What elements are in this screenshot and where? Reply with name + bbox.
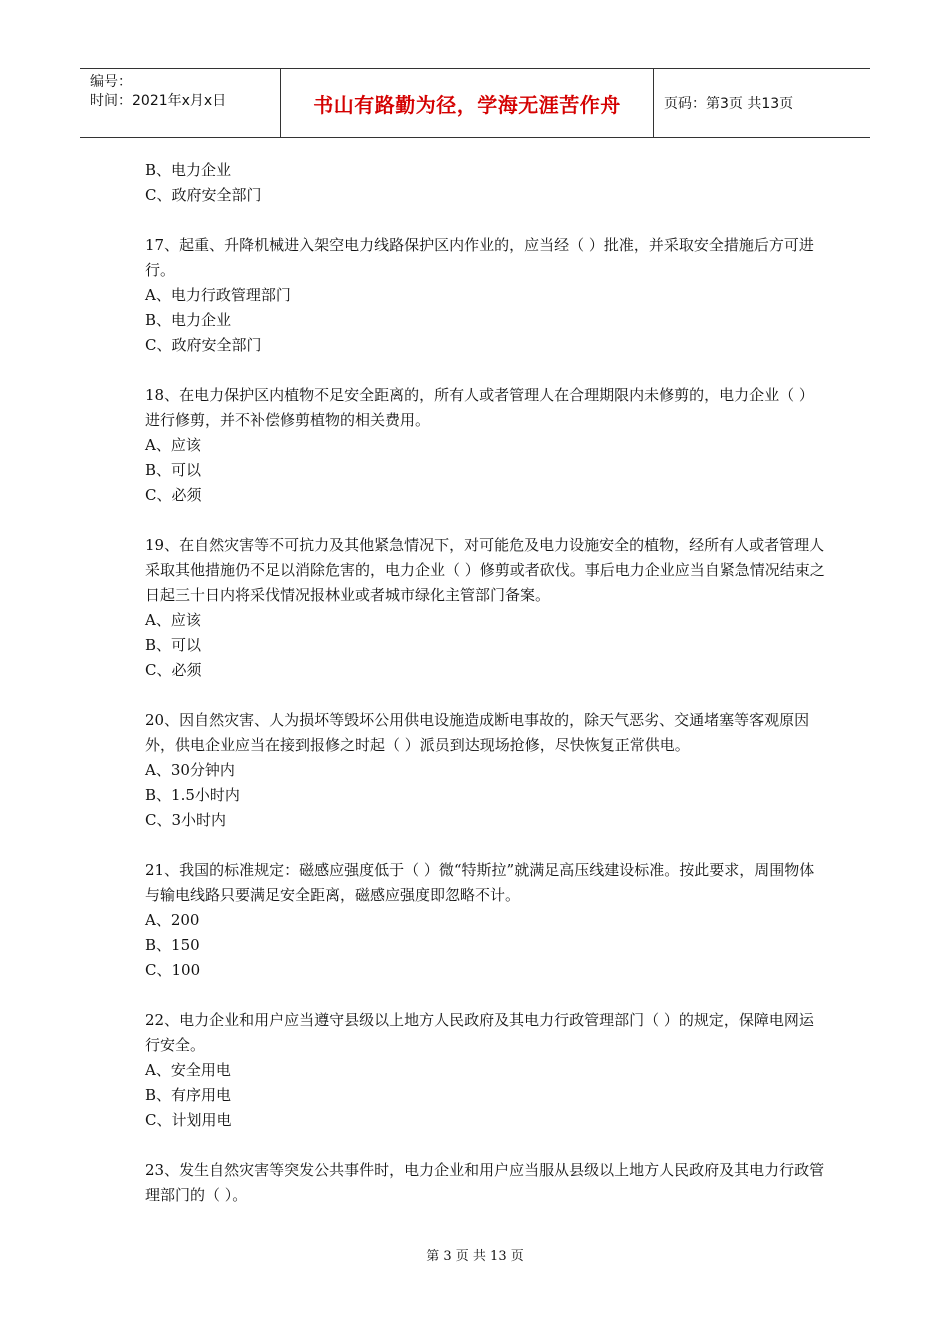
question-text: 20、因自然灾害、人为损坏等毁坏公用供电设施造成断电事故的，除天气恶劣、交通堵塞等客观原因外，供电企业应当在接到报修之时起（ ）派员到达现场抢修，尽快恢复正常供电。 <box>145 711 810 754</box>
question-block <box>145 1158 825 1208</box>
question-block <box>145 233 825 358</box>
header-left-cell <box>80 69 281 137</box>
question-option: C、必须 <box>145 661 202 679</box>
question-option: A、电力行政管理部门 <box>145 286 291 304</box>
question-list <box>145 233 825 1208</box>
question-text: 19、在自然灾害等不可抗力及其他紧急情况下，对可能危及电力设施安全的植物，经所有人或者管理人采取其他措施仍不足以消除危害的，电力企业（ ）修剪或者砍伐。事后电力企业应当自紧急情况结束之日起三十日内将采伐情况报林业或者城市绿化主管部门备案。 <box>145 536 825 604</box>
document-time-label: 时间：2021年x月x日 <box>90 93 227 109</box>
document-body <box>145 158 825 1208</box>
question-option: A、200 <box>145 911 200 929</box>
question-option: B、可以 <box>145 461 202 479</box>
page-footer: 第 3 页 共 13 页 <box>426 1249 524 1264</box>
question-text: 18、在电力保护区内植物不足安全距离的，所有人或者管理人在合理期限内未修剪的，电力企业（ ）进行修剪，并不补偿修剪植物的相关费用。 <box>145 386 814 429</box>
header-motto: 书山有路勤为径，学海无涯苦作舟 <box>281 69 654 137</box>
fragment-option: B、电力企业 <box>145 161 232 179</box>
question-text: 17、起重、升降机械进入架空电力线路保护区内作业的，应当经（ ）批准，并采取安全措施后方可进行。 <box>145 236 814 279</box>
document-number-label: 编号： <box>90 74 132 90</box>
question-option: B、可以 <box>145 636 202 654</box>
question-option: C、必须 <box>145 486 202 504</box>
question-option: A、应该 <box>145 436 201 454</box>
question-block <box>145 533 825 683</box>
question-text: 23、发生自然灾害等突发公共事件时，电力企业和用户应当服从县级以上地方人民政府及其电力行政管理部门的（ ）。 <box>145 1161 825 1204</box>
question-option: A、30分钟内 <box>145 761 235 779</box>
question-option: B、150 <box>145 936 200 954</box>
question-option: C、政府安全部门 <box>145 336 262 354</box>
page-header <box>80 68 870 138</box>
question-block <box>145 858 825 983</box>
question-option: C、100 <box>145 961 201 979</box>
fragment-option: C、政府安全部门 <box>145 186 262 204</box>
question-block <box>145 1008 825 1133</box>
header-page-label: 页码：第3页 共13页 <box>664 96 794 112</box>
question-text: 22、电力企业和用户应当遵守县级以上地方人民政府及其电力行政管理部门（ ）的规定，保障电网运行安全。 <box>145 1011 814 1054</box>
question-option: C、计划用电 <box>145 1111 232 1129</box>
question-option: B、1.5小时内 <box>145 786 240 804</box>
question-option: A、应该 <box>145 611 201 629</box>
question-block <box>145 383 825 508</box>
question-block <box>145 708 825 833</box>
question-text: 21、我国的标准规定：磁感应强度低于（ ）微“特斯拉”就满足高压线建设标准。按此要求，周围物体与输电线路只要满足安全距离，磁感应强度即忽略不计。 <box>145 861 815 904</box>
question-option: C、3小时内 <box>145 811 227 829</box>
question-option: B、电力企业 <box>145 311 232 329</box>
fragment-options <box>145 158 825 208</box>
question-option: B、有序用电 <box>145 1086 232 1104</box>
question-option: A、安全用电 <box>145 1061 231 1079</box>
